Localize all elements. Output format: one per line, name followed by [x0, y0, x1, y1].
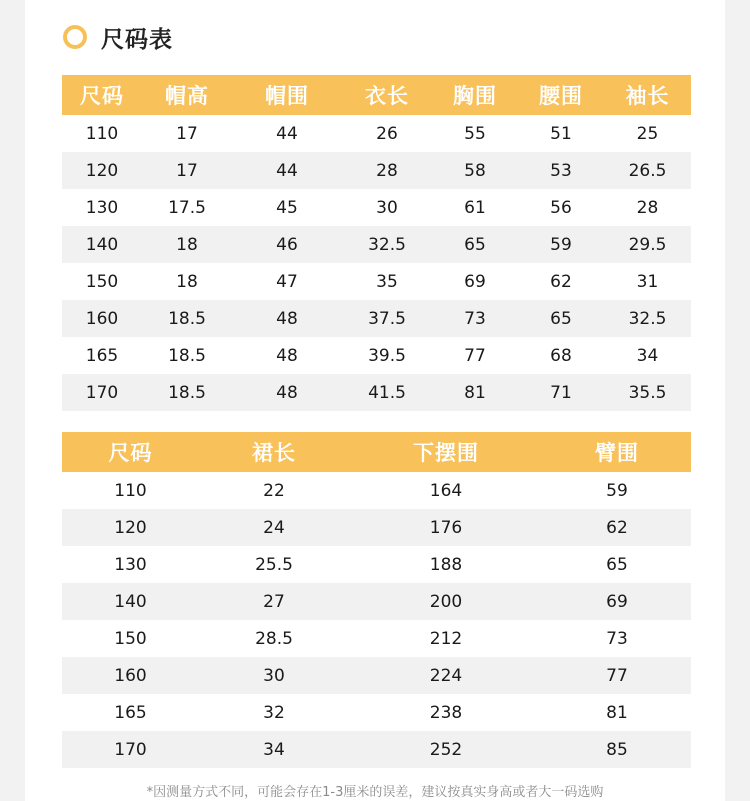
table-cell: 160 [62, 300, 142, 337]
table-cell: 39.5 [368, 345, 406, 366]
table-cell: 37.5 [342, 300, 432, 337]
size-chart-heading [63, 20, 173, 54]
table-cell: 18.5 [142, 300, 232, 337]
table-row [62, 509, 691, 546]
column-header: 帽高 [142, 75, 232, 115]
table-cell: 48 [232, 374, 342, 411]
table-cell: 29.5 [604, 226, 691, 263]
table-cell: 41.5 [342, 374, 432, 411]
table-cell: 69 [464, 271, 486, 292]
table-cell: 150 [85, 271, 119, 292]
table-cell: 28 [342, 152, 432, 189]
table-cell: 62 [543, 509, 691, 546]
table-cell: 27 [199, 583, 349, 620]
table-cell: 28 [636, 197, 659, 218]
table-cell: 110 [85, 123, 119, 144]
table-cell: 188 [429, 554, 463, 575]
table-cell: 32.5 [604, 300, 691, 337]
table-cell: 65 [432, 226, 518, 263]
column-header: 袖长 [604, 75, 691, 115]
table-cell: 18.5 [168, 345, 206, 366]
table-cell: 45 [276, 197, 298, 218]
table-row [62, 731, 691, 768]
table-cell: 165 [85, 345, 119, 366]
table-row [62, 226, 691, 263]
table-cell: 48 [232, 300, 342, 337]
column-header: 胸围 [432, 75, 518, 115]
table-cell: 71 [518, 374, 604, 411]
table-cell: 30 [199, 657, 349, 694]
table-row [62, 337, 691, 374]
table-row [62, 300, 691, 337]
table-cell: 18 [176, 271, 198, 292]
column-header: 衣长 [342, 75, 432, 115]
table-cell: 200 [349, 583, 543, 620]
column-header: 臂围 [543, 432, 691, 472]
table-cell: 17.5 [168, 197, 206, 218]
column-header: 腰围 [518, 75, 604, 115]
table-cell: 32.5 [342, 226, 432, 263]
table-cell: 81 [432, 374, 518, 411]
size-chart-card [25, 0, 725, 801]
table-cell: 140 [62, 583, 199, 620]
table-row [62, 263, 691, 300]
table-cell: 170 [62, 374, 142, 411]
column-header: 下摆围 [349, 432, 543, 472]
table-cell: 25.5 [255, 554, 293, 575]
table-cell: 130 [114, 554, 147, 575]
table-cell: 51 [550, 123, 572, 144]
table-cell: 59 [606, 480, 628, 501]
page-title: 尺码表 [101, 26, 173, 53]
table-header-row [62, 75, 691, 115]
top-size-table [62, 75, 691, 411]
table-cell: 120 [62, 509, 199, 546]
column-header: 尺码 [62, 432, 199, 472]
table-cell: 212 [429, 628, 463, 649]
table-header-row [62, 432, 691, 472]
table-cell: 44 [232, 152, 342, 189]
table-cell: 35 [376, 271, 398, 292]
table-cell: 150 [114, 628, 147, 649]
circle-icon [63, 25, 87, 49]
table-cell: 47 [276, 271, 298, 292]
table-cell: 65 [606, 554, 628, 575]
table-row [62, 546, 691, 583]
table-cell: 140 [62, 226, 142, 263]
table-cell: 224 [349, 657, 543, 694]
table-cell: 46 [232, 226, 342, 263]
table-row [62, 657, 691, 694]
table-cell: 176 [349, 509, 543, 546]
table-cell: 59 [518, 226, 604, 263]
table-cell: 61 [464, 197, 486, 218]
table-cell: 32 [263, 702, 285, 723]
table-cell: 53 [518, 152, 604, 189]
table-cell: 110 [114, 480, 147, 501]
table-cell: 238 [429, 702, 463, 723]
table-cell: 252 [349, 731, 543, 768]
table-cell: 73 [432, 300, 518, 337]
table-cell: 17 [142, 152, 232, 189]
table-cell: 48 [276, 345, 298, 366]
table-cell: 65 [518, 300, 604, 337]
table-cell: 26 [376, 123, 398, 144]
table-cell: 81 [606, 702, 628, 723]
table-cell: 165 [114, 702, 147, 723]
table-cell: 170 [62, 731, 199, 768]
table-row [62, 472, 691, 509]
table-row [62, 115, 691, 152]
table-row [62, 583, 691, 620]
column-header: 帽围 [232, 75, 342, 115]
table-cell: 44 [276, 123, 298, 144]
table-cell: 85 [543, 731, 691, 768]
table-cell: 160 [62, 657, 199, 694]
table-cell: 130 [85, 197, 119, 218]
table-cell: 120 [62, 152, 142, 189]
table-cell: 31 [636, 271, 659, 292]
table-cell: 28.5 [255, 628, 293, 649]
table-row [62, 620, 691, 657]
table-cell: 55 [464, 123, 486, 144]
table-cell: 30 [376, 197, 398, 218]
table-cell: 73 [606, 628, 628, 649]
skirt-size-table [62, 432, 691, 768]
table-cell: 68 [550, 345, 572, 366]
table-cell: 22 [263, 480, 285, 501]
table-cell: 77 [464, 345, 486, 366]
table-cell: 77 [543, 657, 691, 694]
column-header: 裙长 [199, 432, 349, 472]
table-row [62, 152, 691, 189]
table-cell: 34 [636, 345, 659, 366]
column-header: 尺码 [62, 75, 142, 115]
table-cell: 26.5 [604, 152, 691, 189]
table-cell: 164 [429, 480, 463, 501]
table-cell: 35.5 [604, 374, 691, 411]
table-cell: 18.5 [142, 374, 232, 411]
table-cell: 69 [543, 583, 691, 620]
table-cell: 62 [550, 271, 572, 292]
table-cell: 58 [432, 152, 518, 189]
table-cell: 17 [176, 123, 198, 144]
table-row [62, 189, 691, 226]
table-cell: 56 [550, 197, 572, 218]
table-row [62, 374, 691, 411]
measurement-note: *因测量方式不同，可能会存在1-3厘米的误差，建议按真实身高或者大一码选购 [146, 785, 604, 800]
table-cell: 25 [636, 123, 659, 144]
table-row [62, 694, 691, 731]
table-cell: 34 [199, 731, 349, 768]
table-cell: 18 [142, 226, 232, 263]
table-cell: 24 [199, 509, 349, 546]
